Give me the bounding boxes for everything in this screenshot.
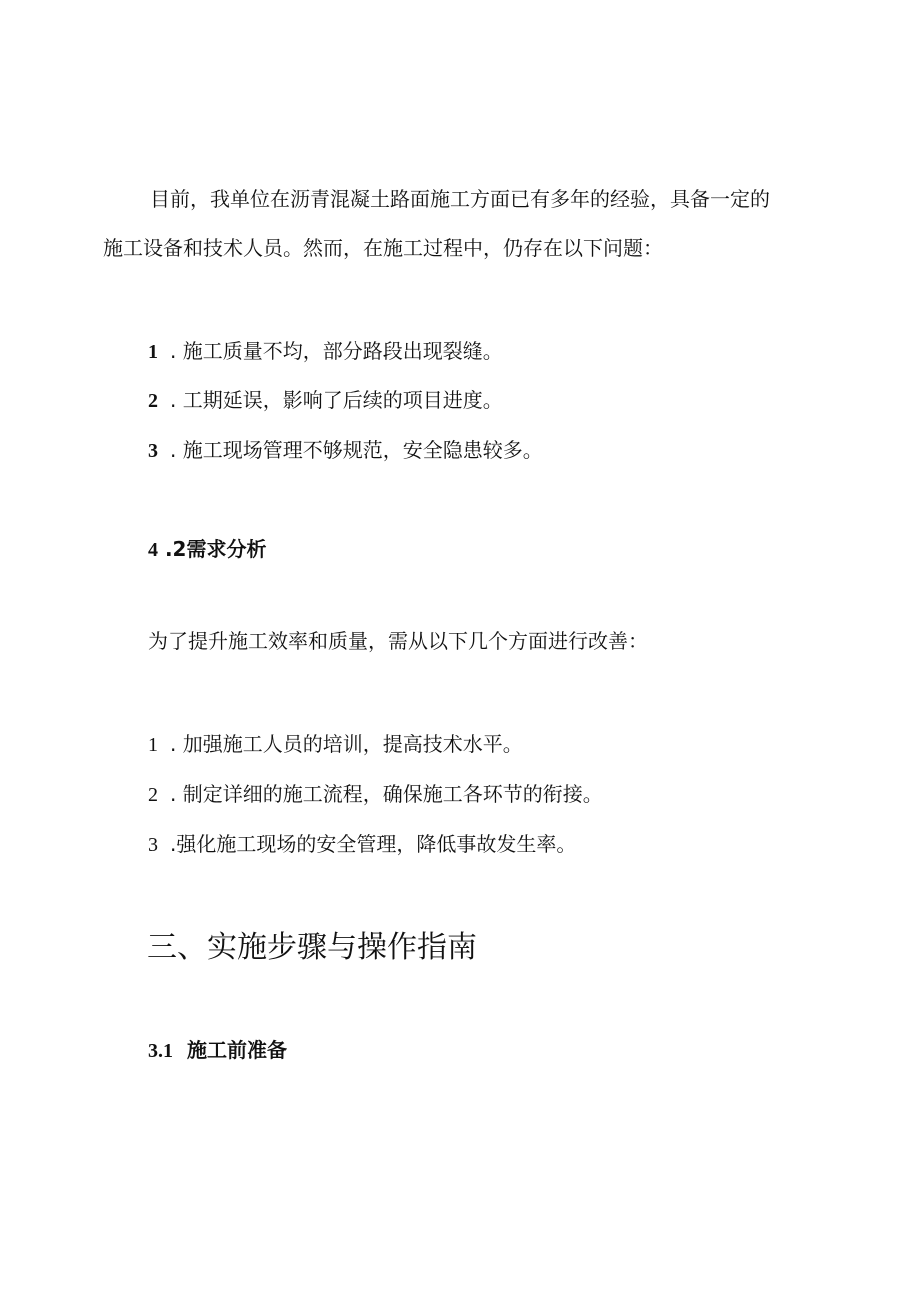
- problem-item-number: 2: [148, 390, 158, 412]
- improvement-item-text: . 制定详细的施工流程，确保施工各环节的衔接。: [170, 782, 603, 806]
- improvement-item-1: [148, 730, 523, 759]
- improvement-item-3: [148, 830, 576, 859]
- problem-item-number: 3: [148, 440, 158, 462]
- problem-item-text: . 工期延误，影响了后续的项目进度。: [170, 388, 503, 412]
- chapter-heading-3: 三、实施步骤与操作指南: [147, 930, 477, 965]
- improvement-item-number: 1: [148, 734, 158, 756]
- problem-item-text: . 施工质量不均，部分路段出现裂缝。: [170, 339, 503, 363]
- improvement-item-text: . 加强施工人员的培训，提高技术水平。: [170, 732, 523, 756]
- section-title: .2需求分析: [158, 537, 267, 561]
- section-number: 4: [148, 539, 158, 561]
- problem-item-1: [148, 337, 503, 366]
- needs-intro: 为了提升施工效率和质量，需从以下几个方面进行改善：: [148, 629, 648, 653]
- improvement-item-2: [148, 780, 603, 809]
- problem-item-3: [148, 436, 543, 465]
- section-title: 施工前准备: [187, 1038, 287, 1062]
- section-heading-4-2: [148, 535, 266, 564]
- improvement-item-number: 2: [148, 784, 158, 806]
- improvement-item-text: .强化施工现场的安全管理，降低事故发生率。: [170, 832, 577, 856]
- section-heading-3-1: [148, 1036, 287, 1065]
- improvement-item-number: 3: [148, 834, 158, 856]
- section-number: 3.1: [148, 1040, 173, 1062]
- problem-item-text: . 施工现场管理不够规范，安全隐患较多。: [170, 438, 543, 462]
- problem-item-2: [148, 386, 503, 415]
- intro-line-1: 目前，我单位在沥青混凝土路面施工方面已有多年的经验，具备一定的: [150, 187, 770, 211]
- intro-line-2: 施工设备和技术人员。然而，在施工过程中，仍存在以下问题：: [103, 236, 663, 260]
- problem-item-number: 1: [148, 341, 158, 363]
